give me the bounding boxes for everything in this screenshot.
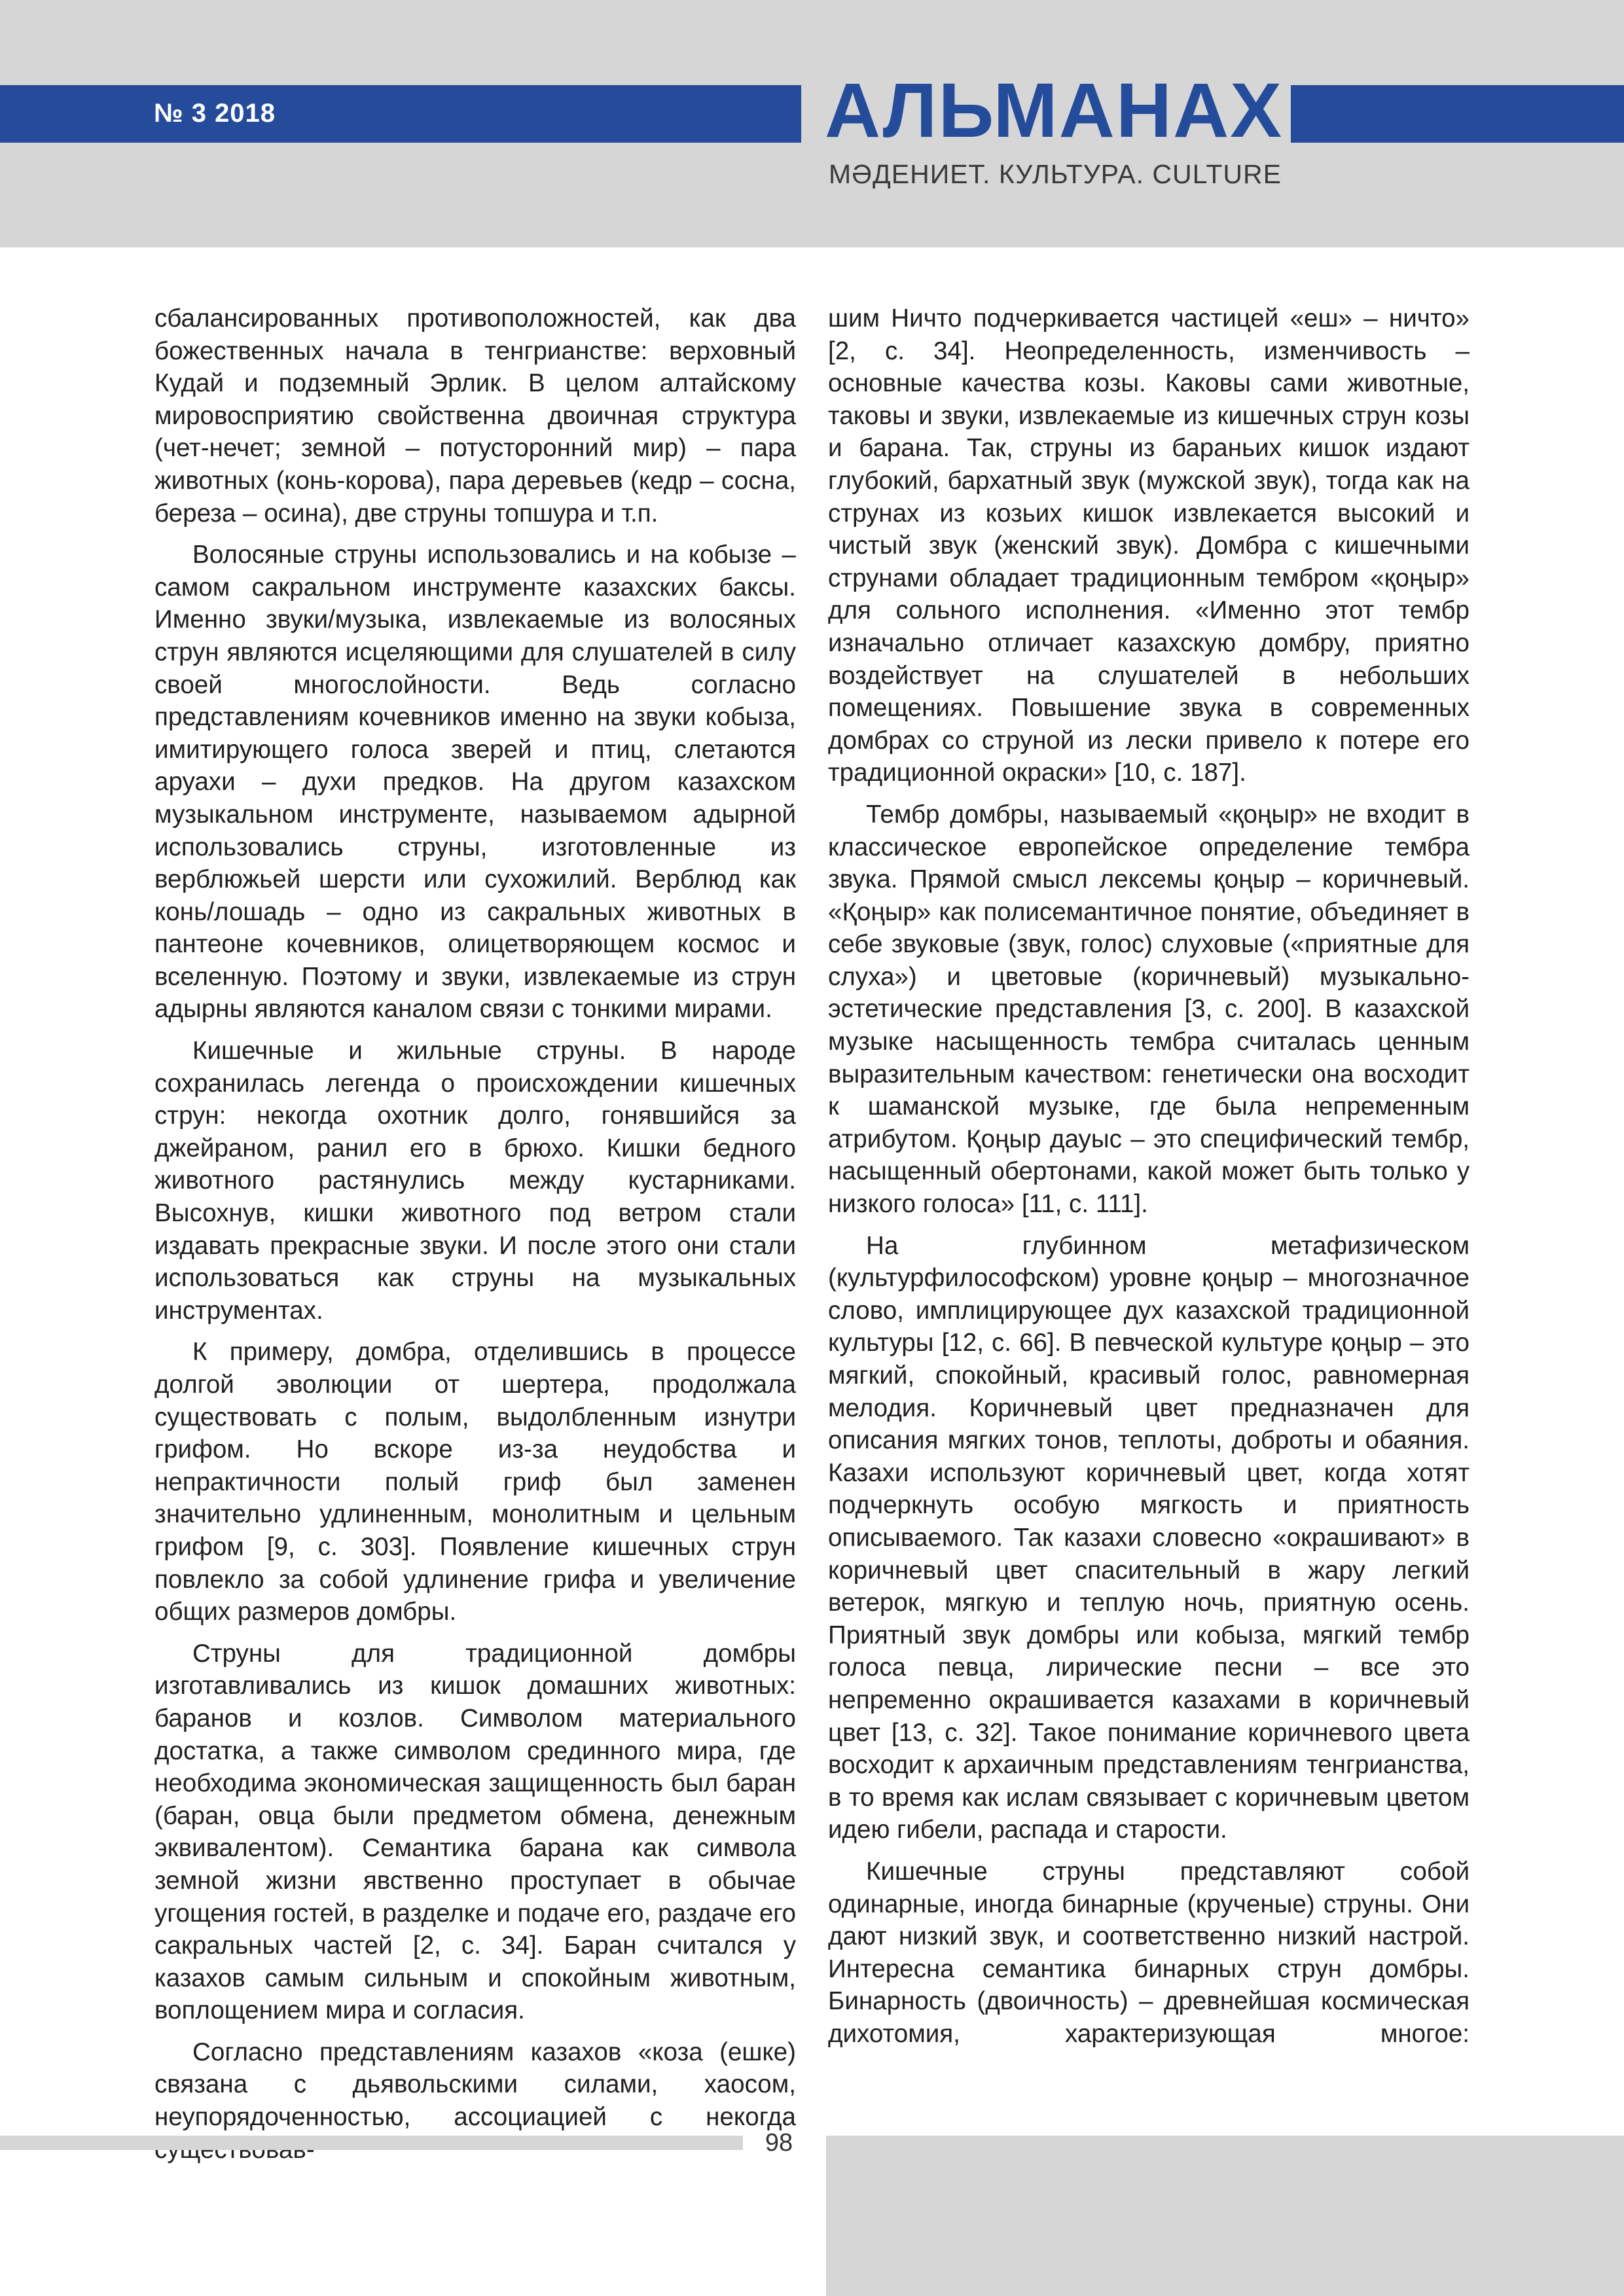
journal-subtitle: МӘДЕНИЕТ. КУЛЬТУРА. CULTURE xyxy=(829,159,1282,189)
header-accent-bar-right xyxy=(1291,85,1624,143)
journal-title: АЛЬМАНАХ xyxy=(825,67,1283,154)
paragraph: Кишечные и жильные струны. В народе сохранилась легенда о происхождении кишечных струн: некогда охотник долго, гонявшийся за джейраном, ранил его в брюхо. Кишки бедного животного растянулись между кустарниками. Высохнув, кишки животного под ветром стали издавать прекрасные звуки. И после этого они стали использоваться как струны на музыкальных инструментах. xyxy=(154,1037,796,1325)
paragraph: сбалансированных противоположностей, как два божественных начала в тенгрианстве: верховный Кудай и подземный Эрлик. В целом алтайскому мировосприятию свойственна двоичная структура (чет-нечет; земной – потусторонний мир) – пара животных (конь-корова), пара деревьев (кедр – сосна, береза – осина), две струны топшура и т.п. xyxy=(154,304,796,528)
paragraph: Согласно представлениям казахов «коза (ешке) связана с дьявольскими силами, хаосом, неупорядоченностью, ассоциацией с некогда xyxy=(154,2037,796,2132)
header-accent-bar-left xyxy=(0,85,801,143)
footer-block xyxy=(826,2136,1624,2296)
right-column xyxy=(828,302,1470,2048)
footer-rule xyxy=(0,2136,743,2150)
issue-number: № 3 2018 xyxy=(154,99,276,128)
paragraph: К примеру, домбра, отделившись в процессе долгой эволюции от шертера, продолжала существовать с полым, выдолбленным изнутри грифом. Но вскоре из-за неудобства и непрактичности полый гриф был заменен значительно удлиненным, монолитным и цельным грифом [9, с. 303]. Появление кишечных струн повлекло за собой удлинение грифа и увеличение общих размеров домбры. xyxy=(154,1338,796,1626)
paragraph: Волосяные струны использовались и на кобызе – самом сакральном инструменте казахских баксы. Именно звуки/музыка, извлекаемые из волосяных струн являются исцеляющими для слушателей в силу своей многослойности. Ведь согласно представлениям кочевников именно на звуки кобыза, имитирующего голоса зверей и птиц, слетаются аруахи – духи предков. На другом казахском музыкальном инструменте, называемом адырной использовались струны, изготовленные из верблюжьей шерсти или сухожилий. Верблюд как конь/лошадь – одно из сакральных животных в пантеоне кочевников, олицетворяющем космос и вселенную. Поэтому и звуки, извлекаемые из струн адырны являются каналом связи с тонкими мирами. xyxy=(154,541,796,1024)
paragraph: Тембр домбры, называемый «қоңыр» не входит в классическое европейское определение тембра звука. Прямой смысл лексемы қоңыр – коричневый. «Қоңыр» как полисемантичное понятие, объединяет в себе звуковые (звук, голос) слуховые («приятные для слуха») и цветовые (коричневый) музыкально-эстетические представления [3, с. 200]. В казахской музыке насыщенность тембра считалась ценным выразительным качеством: генетически она восходит к шаманской музыке, где была непременным атрибутом. Қоңыр дауыс – это специфический тембр, насыщенный обертонами, какой может быть только у низкого голоса» [11, с. 111]. xyxy=(828,800,1470,1219)
page-number: 98 xyxy=(765,2129,793,2157)
paragraph: Струны для традиционной домбры изготавливались из кишок домашних животных: баранов и козлов. Символом материального достатка, а также символом срединного мира, где необходима экономическая защищенность был баран (баран, овца были предметом обмена, денежным эквивалентом). Семантика барана как символа земной жизни явственно проступает в обычае угощения гостей, в разделке и подаче его, раздаче его сакральных частей [2, с. 34]. Баран считался у казахов самым сильным и спокойным животным, воплощением мира и согласия. xyxy=(154,1639,796,2025)
left-column xyxy=(154,302,796,2132)
paragraph: На глубинном метафизическом (культурфилософском) уровне қоңыр – многозначное слово, имплицирующее дух казахской традиционной культуры [12, с. 66]. В певческой культуре қоңыр – это мягкий, спокойный, красивый голос, равномерная мелодия. Коричневый цвет предназначен для описания мягких тонов, теплоты, доброты и обаяния. Казахи используют коричневый цвет, когда хотят подчеркнуть особую мягкость и приятность описываемого. Так казахи словесно «окрашивают» в коричневый цвет спасительный в жару легкий ветерок, мягкую и теплую ночь, приятную осень. Приятный звук домбры или кобыза, мягкий тембр голоса певца, лирические песни – все это непременно окрашивается казахами в коричневый цвет [13, с. 32]. Такое понимание коричневого цвета восходит к архаичным представлениям тенгрианства, в то время как ислам связывает с коричневым цветом идею гибели, распада и старости. xyxy=(828,1231,1470,1844)
paragraph: Кишечные струны представляют собой одинарные, иногда бинарные (крученые) струны. Они дают низкий звук, и соответственно низкий настрой. Интересна семантика бинарных струн домбры. Бинарность (двоичность) – древнейшая космическая дихотомия, характеризующая многое: xyxy=(828,1857,1470,2048)
paragraph: шим Ничто подчеркивается частицей «еш» – ничто» [2, с. 34]. Неопределенность, изменчивость – основные качества козы. Каковы сами животные, таковы и звуки, извлекаемые из кишечных струн козы и барана. Так, струны из бараньих кишок издают глубокий, бархатный звук (мужской звук), тогда как на струнах из козьих кишок извлекается высокий и чистый звук (женский звук). Домбра с кишечными струнами обладает традиционным тембром «қоңыр» для сольного исполнения. «Именно этот тембр изначально отличает казахскую домбру, приятно воздействует на слушателей в небольших помещениях. Повышение звука в современных домбрах со струной из лески привело к потере его традиционной окраски» [10, с. 187]. xyxy=(828,304,1470,787)
